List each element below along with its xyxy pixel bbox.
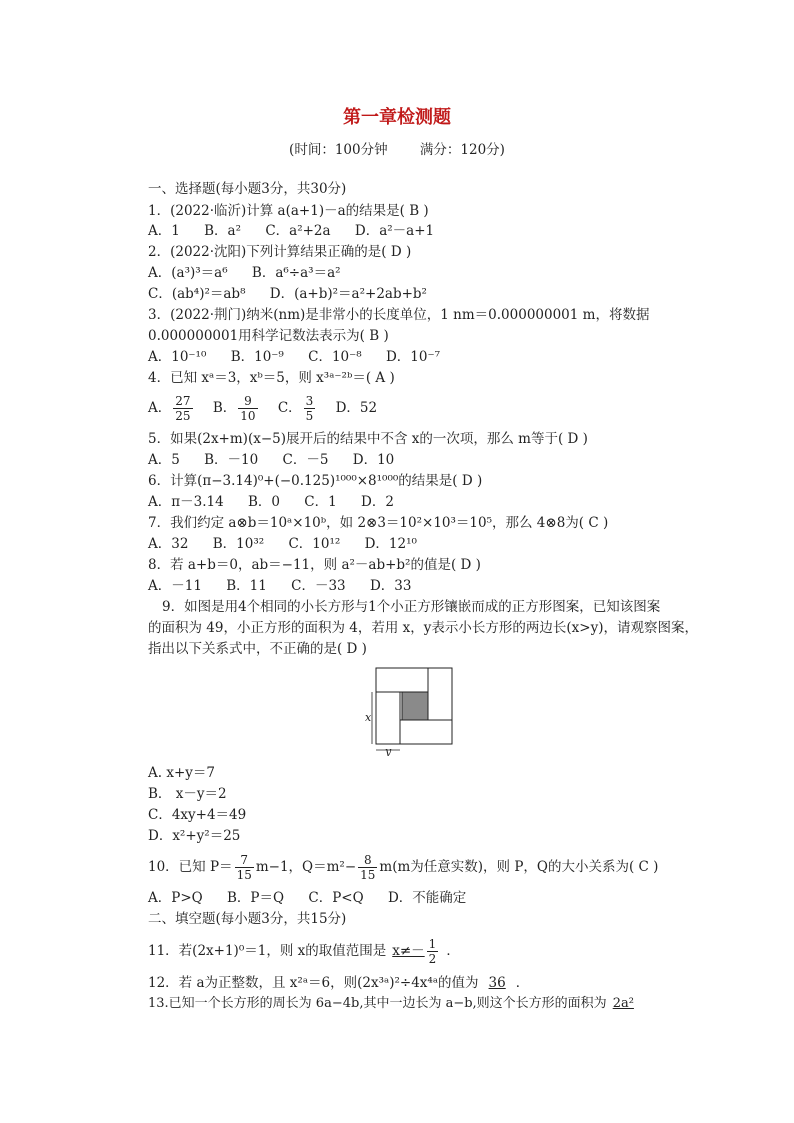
question-stem: 1．(2022·临沂)计算 a(a+1)－a的结果是( B ) — [148, 203, 429, 219]
option: C．P<Q — [308, 890, 364, 906]
option: C．1 — [304, 494, 337, 510]
question-stem: 12．若 a为正整数，且 x²ᵃ＝6，则(2x³ᵃ)²÷4x⁴ᵃ的值为 36 ． — [148, 975, 530, 991]
question-stem: 4．已知 xᵃ＝3，xᵇ＝5，则 x³ᵃ⁻²ᵇ＝( A ) — [148, 370, 395, 386]
option: B．P＝Q — [227, 890, 285, 906]
square-pattern-figure — [362, 664, 458, 756]
option: C．a²+2a — [265, 223, 331, 239]
option: D．不能确定 — [387, 890, 467, 906]
center-square — [402, 692, 428, 720]
option: A．1 — [148, 223, 180, 239]
question-stem: 5．如果(2x+m)(x−5)展开后的结果中不含 x的一次项，那么 m等于( D ) — [148, 431, 588, 447]
question-stem: 指出以下关系式中，不正确的是( D ) — [148, 641, 367, 657]
option: D．x²+y²＝25 — [148, 828, 241, 844]
question-stem: 7．我们约定 a⊗b＝10ᵃ×10ᵇ，如 2⊗3＝10²×10³＝10⁵，那么 4⊗8为( C ) — [148, 515, 609, 531]
option: A．π－3.14 — [148, 494, 224, 510]
option: D．(a+b)²＝a²+2ab+b² — [269, 286, 427, 302]
option-row — [148, 285, 447, 303]
option: C．－33 — [291, 578, 346, 594]
option-row — [148, 535, 437, 553]
option: A．32 — [148, 536, 189, 552]
option-row — [148, 577, 431, 595]
option: B．a² — [204, 223, 242, 239]
page-title: 第一章检测题 — [343, 107, 451, 128]
exam-meta — [0, 138, 794, 158]
option: C．10¹² — [288, 536, 341, 552]
question-stem: 10．已知 P＝ $\frac{7}{15}$ m−1，Q＝m²− $\frac{8}{15}$ m(m为任意实数)，则 P，Q的大小关系为( C ) — [148, 853, 659, 882]
question-stem: 0.000000001用科学记数法表示为( B ) — [148, 328, 389, 344]
option: B． x－y＝2 — [148, 786, 227, 802]
option-row — [148, 451, 414, 469]
option-row — [148, 348, 460, 366]
y-label: y — [385, 745, 392, 756]
question-stem: 2．(2022·沈阳)下列计算结果正确的是( D ) — [148, 244, 412, 260]
option: D．33 — [369, 578, 412, 594]
question-stem: 8．若 a+b＝0，ab＝−11，则 a²－ab+b²的值是( D ) — [148, 557, 481, 573]
option: D．10⁻⁷ — [385, 349, 441, 365]
question-stem: 13.已知一个长方形的周长为 6a−4b,其中一边长为 a−b,则这个长方形的面积为 2a² — [148, 996, 634, 1011]
option: A．P>Q — [148, 890, 203, 906]
option: D．a²－a+1 — [354, 223, 435, 239]
option-row — [148, 264, 361, 282]
option: C． $\frac{3}{5}$ — [277, 394, 314, 423]
option: B．11 — [226, 578, 267, 594]
section-heading: 一、选择题(每小题3分，共30分) — [148, 181, 347, 197]
option: A．(a³)³＝a⁶ — [148, 265, 228, 281]
small-rectangle — [400, 720, 452, 744]
option: C．(ab⁴)²＝ab⁸ — [148, 286, 246, 302]
option-row — [148, 222, 454, 240]
small-rectangle — [428, 668, 452, 720]
option: B．a⁶÷a³＝a² — [251, 265, 341, 281]
option-row — [148, 889, 486, 907]
x-label: x — [365, 711, 372, 724]
question-stem: 9．如图是用4个相同的小长方形与1个小正方形镶嵌而成的正方形图案，已知该图案 — [162, 599, 661, 615]
option: C．4xy+4＝49 — [148, 807, 247, 823]
option: B．－10 — [204, 452, 259, 468]
question-stem: 3．(2022·荆门)纳米(nm)是非常小的长度单位，1 nm＝0.000000001 m，将数据 — [148, 307, 650, 323]
question-stem: 11．若(2x+1)⁰＝1，则 x的取值范围是 x≠－ $\frac{1}{2}$ ． — [148, 937, 460, 966]
option: C．－5 — [282, 452, 329, 468]
time-limit: (时间：100分钟 — [289, 142, 388, 158]
option: D．2 — [361, 494, 394, 510]
option: B． $\frac{9}{10}$ — [212, 394, 256, 423]
option: A．10⁻¹⁰ — [148, 349, 207, 365]
option: D．12¹⁰ — [364, 536, 417, 552]
option-row — [148, 493, 414, 511]
full-score: 满分：120分) — [419, 142, 505, 158]
option: D．52 — [335, 400, 378, 416]
answer-blank: 36 — [488, 975, 506, 991]
option: A．－11 — [148, 578, 202, 594]
section-heading: 二、填空题(每小题3分，共15分) — [148, 911, 347, 927]
answer-blank: 2a² — [612, 996, 634, 1011]
option: A. x+y＝7 — [148, 765, 215, 781]
option: B．10³² — [212, 536, 265, 552]
option: A．5 — [148, 452, 180, 468]
option: D．10 — [352, 452, 395, 468]
question-stem: 6．计算(π−3.14)⁰+(−0.125)¹⁰⁰⁰×8¹⁰⁰⁰的结果是( D ) — [148, 473, 483, 489]
option: B．0 — [247, 494, 280, 510]
question-stem: 的面积为 49，小正方形的面积为 4，若用 x，y表示小长方形的两边长(x>y)，请观察图案， — [148, 620, 698, 636]
option: A． $\frac{27}{25}$ — [148, 394, 191, 423]
small-rectangle — [376, 668, 428, 692]
small-rectangle — [376, 692, 400, 744]
option: B．10⁻⁹ — [230, 349, 284, 365]
option-row — [148, 390, 377, 426]
option: C．10⁻⁸ — [308, 349, 362, 365]
answer-blank: x≠－ $\frac{1}{2}$ — [392, 937, 437, 966]
